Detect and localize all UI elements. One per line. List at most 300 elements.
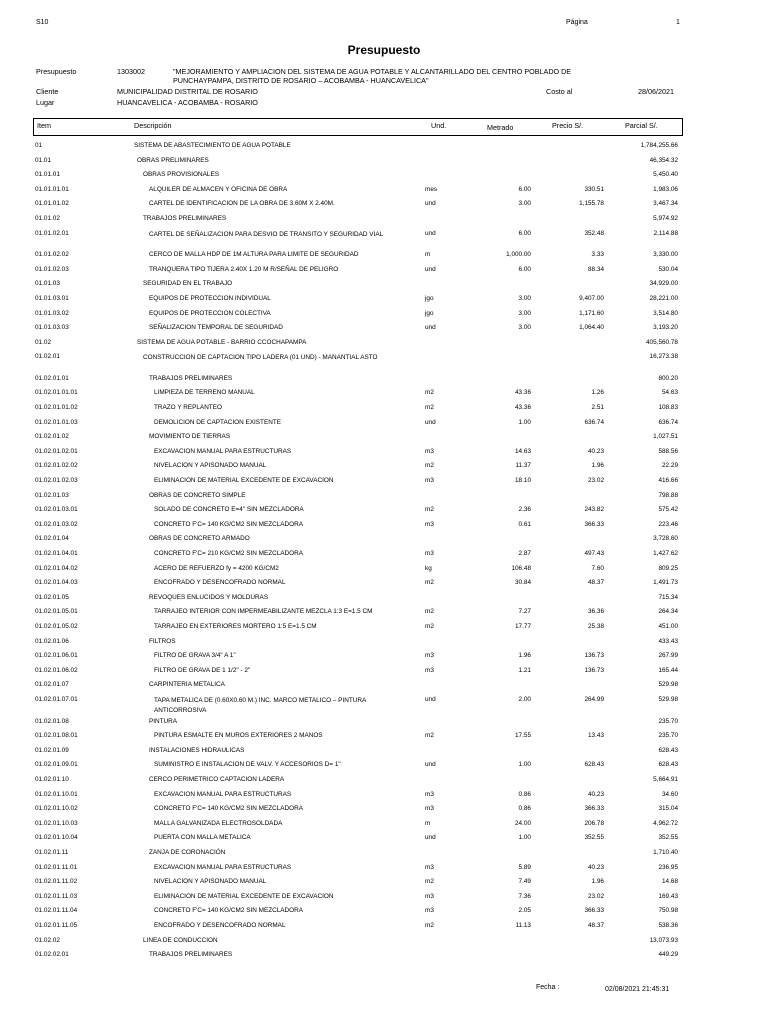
row-item: 01.02.01.07.01: [35, 696, 78, 703]
row-parcial: 3,330.00: [653, 251, 678, 259]
row-item: 01.02.01.05: [35, 593, 69, 601]
row-description: OBRAS DE CONCRETO ARMADO: [149, 535, 250, 543]
row-unit: m3: [425, 477, 434, 484]
row-item: 01.02.01.11.03: [35, 892, 78, 900]
row-item: 01.02.01.11.01: [35, 863, 78, 871]
row-metrado: 2.00: [518, 696, 531, 703]
row-item: 01.01.03: [35, 280, 60, 288]
row-description: TARRAJEO EN EXTERIORES MORTERO 1:5 E=1.5 CM: [154, 623, 317, 630]
row-description: CARTEL DE SEÑALIZACION PARA DESVIO DE TRANSITO Y SEGURIDAD VIAL: [149, 230, 384, 238]
row-precio: 352.55: [584, 834, 604, 842]
col-precio: Precio S/.: [552, 121, 584, 130]
row-metrado: 11.37: [515, 462, 531, 470]
row-parcial: 1,427.62: [653, 550, 678, 557]
row-parcial: 1,710.40: [653, 848, 678, 856]
row-description: ZANJA DE CORONACIÓN: [149, 848, 226, 856]
row-item: 01.02.02.01: [35, 951, 69, 959]
row-unit: m3: [425, 907, 434, 915]
row-metrado: 3.00: [518, 200, 531, 208]
row-description: ENCOFRADO Y DESENCOFRADO NORMAL: [154, 921, 286, 929]
row-parcial: 433.43: [658, 637, 678, 645]
row-metrado: 18.10: [515, 477, 531, 484]
row-unit: m2: [425, 878, 434, 886]
row-precio: 40.23: [588, 790, 604, 798]
row-parcial: 352.55: [658, 834, 678, 842]
row-precio: 48.37: [588, 579, 604, 587]
row-item: 01.01.02: [35, 215, 60, 222]
row-item: 01.01.01: [35, 171, 60, 179]
row-description: NIVELACION Y APISONADO MANUAL: [154, 462, 267, 470]
row-parcial: 13,073.93: [649, 936, 678, 944]
row-description: FILTRO DE GRAVA DE 1 1/2" - 2": [154, 666, 251, 674]
table-row: [0, 295, 768, 305]
row-metrado: 1.21: [518, 666, 531, 674]
table-row: [0, 339, 768, 349]
row-precio: 136.73: [584, 652, 604, 660]
row-unit: m3: [425, 520, 434, 528]
presupuesto-code: 1303002: [117, 67, 145, 76]
table-row: [0, 171, 768, 181]
table-row: [0, 492, 768, 502]
col-parcial: Parcial S/.: [625, 121, 658, 130]
row-parcial: 809.25: [658, 564, 678, 572]
row-parcial: 267.99: [658, 652, 678, 660]
row-precio: 3.33: [591, 251, 604, 259]
row-metrado: 14.63: [515, 447, 531, 455]
row-unit: m: [425, 251, 431, 259]
row-parcial: 800.20: [658, 374, 678, 382]
table-row: [0, 922, 768, 932]
row-precio: 40.23: [588, 863, 604, 871]
table-row: [0, 477, 768, 487]
row-precio: 1.96: [591, 878, 604, 886]
table-row: [0, 251, 768, 261]
row-description: CARTEL DE IDENTIFICACION DE LA OBRA DE 3.60M X 2.40M.: [149, 200, 335, 208]
row-parcial: 5,450.40: [653, 171, 678, 179]
row-item: 01.02.01.11: [35, 848, 69, 856]
row-parcial: 3,514.80: [653, 309, 678, 317]
row-description: TRANQUERA TIPO TIJERA 2.40X 1.20 M R/SEÑAL DE PELIGRO: [149, 265, 339, 273]
row-metrado: 1,000.00: [506, 251, 531, 259]
row-metrado: 106.48: [511, 564, 531, 572]
presupuesto-desc-line2: PUNCHAYPAMPA, DISTRITO DE ROSARIO – ACOBAMBA - HUANCAVELICA": [173, 76, 429, 85]
row-description: EXCAVACION MANUAL PARA ESTRUCTURAS: [154, 863, 292, 871]
row-description: ALQUILER DE ALMACEN Y OFICINA DE OBRA: [149, 185, 288, 193]
row-precio: 36.36: [588, 608, 604, 616]
row-parcial: 798.88: [658, 491, 678, 499]
row-precio: 1,064.40: [579, 324, 604, 332]
row-unit: und: [425, 696, 436, 703]
row-parcial: 315.04: [658, 805, 678, 813]
row-description: PUERTA CON MALLA METALICA: [154, 834, 251, 842]
table-row: [0, 652, 768, 662]
row-metrado: 7.27: [518, 608, 531, 616]
table-row: [0, 732, 768, 742]
row-precio: 25.38: [588, 623, 604, 630]
row-parcial: 2,114.88: [653, 229, 678, 237]
costo-label: Costo al: [546, 87, 573, 96]
row-parcial: 54.63: [662, 389, 678, 397]
row-unit: m3: [425, 550, 434, 557]
row-parcial: 169.43: [658, 892, 678, 900]
row-item: 01.02.01.08: [35, 717, 69, 725]
row-description: OBRAS PROVISIONALES: [143, 171, 220, 179]
table-row: [0, 849, 768, 859]
row-item: 01.02.01.01.02: [35, 404, 78, 411]
row-precio: 9,407.00: [579, 294, 604, 302]
row-parcial: 628.43: [658, 746, 678, 754]
row-unit: kg: [425, 564, 432, 572]
table-row: [0, 200, 768, 210]
row-parcial: 4,962.72: [653, 819, 678, 827]
row-unit: m2: [425, 506, 434, 514]
row-description: TAPA METALICA DE (0.60X0.60 M.) INC. MARCO METALICO – PINTURA ANTICORROSIVA: [154, 697, 366, 714]
table-row: [0, 310, 768, 320]
row-item: 01.01.03.01: [35, 294, 69, 302]
row-description: CERCO DE MALLA HDP DE 1M ALTURA PARA LIMITE DE SEGURIDAD: [149, 251, 359, 259]
table-row: [0, 878, 768, 888]
row-precio: 1.96: [591, 462, 604, 470]
row-metrado: 3.00: [518, 309, 531, 317]
row-description: EXCAVACION MANUAL PARA ESTRUCTURAS: [154, 790, 292, 798]
row-parcial: 575.42: [658, 506, 678, 514]
row-item: 01.01.03.02: [35, 309, 69, 317]
row-metrado: 11.13: [515, 921, 531, 929]
row-item: 01.02.01: [35, 353, 60, 361]
row-parcial: 1,491.73: [653, 579, 678, 587]
row-parcial: 538.36: [658, 921, 678, 929]
table-row: [0, 805, 768, 815]
row-parcial: 14.68: [662, 878, 678, 886]
row-item: 01.02.01.09: [35, 746, 69, 754]
presupuesto-label: Presupuesto: [36, 67, 77, 76]
table-row: [0, 907, 768, 917]
row-precio: 264.99: [584, 696, 604, 703]
row-description: CONCRETO F'C= 210 KG/CM2 SIN MEZCLADORA: [154, 550, 304, 557]
table-row: [0, 353, 768, 363]
row-unit: m2: [425, 389, 434, 397]
row-unit: m3: [425, 805, 434, 813]
row-unit: und: [425, 834, 436, 842]
table-row: [0, 937, 768, 947]
row-item: 01.02.01.10.04: [35, 834, 78, 842]
row-description: CARPINTERIA METALICA: [149, 681, 225, 689]
table-row: [0, 791, 768, 801]
row-parcial: 235.70: [658, 732, 678, 740]
cliente-label: Cliente: [36, 87, 59, 96]
row-unit: m2: [425, 608, 434, 616]
table-row: [0, 389, 768, 399]
table-row: [0, 142, 768, 152]
row-item: 01.01.01.02: [35, 200, 69, 208]
table-row: [0, 550, 768, 560]
row-metrado: 17.55: [515, 732, 531, 740]
col-und: Und.: [431, 121, 447, 130]
row-unit: m3: [425, 666, 434, 674]
row-description: PINTURA ESMALTE EN MUROS EXTERIORES 2 MANOS: [154, 732, 323, 740]
table-row: [0, 820, 768, 830]
row-precio: 23.02: [588, 477, 604, 484]
row-unit: m2: [425, 462, 434, 470]
row-metrado: 2.36: [518, 506, 531, 514]
row-description: CERCO PERIMETRICO CAPTACION LADERA: [149, 775, 285, 783]
table-row: [0, 747, 768, 757]
row-parcial: 628.43: [658, 761, 678, 769]
table-row: [0, 324, 768, 334]
software-label: S10: [36, 19, 49, 26]
row-item: 01.02.01.04.02: [35, 564, 78, 572]
costo-date: 28/06/2021: [638, 87, 674, 96]
row-description: EXCAVACION MANUAL PARA ESTRUCTURAS: [154, 447, 292, 455]
row-unit: m: [425, 819, 431, 827]
row-parcial: 3,193.20: [653, 324, 678, 332]
row-item: 01.02.01.04: [35, 535, 69, 543]
row-precio: 40.23: [588, 447, 604, 455]
table-row: [0, 215, 768, 225]
row-metrado: 1.00: [518, 418, 531, 426]
row-parcial: 416.66: [658, 477, 678, 484]
table-row: [0, 608, 768, 618]
row-item: 01.02.01.01: [35, 374, 69, 382]
fecha-label: Fecha :: [536, 984, 560, 991]
row-item: 01.02.01.10.03: [35, 819, 78, 827]
row-parcial: 636.74: [658, 418, 678, 426]
page-label: Página: [566, 19, 588, 26]
row-metrado: 2.05: [518, 907, 531, 915]
row-description: MOVIMIENTO DE TIERRAS: [149, 433, 231, 441]
fecha-value: 02/08/2021 21:45:31: [605, 986, 670, 993]
table-row: [0, 893, 768, 903]
row-item: 01.02.01.03.01: [35, 506, 78, 514]
row-parcial: 108.83: [658, 404, 678, 411]
row-description: ELIMINACION DE MATERIAL EXCEDENTE DE EXCAVACION: [154, 892, 334, 900]
row-parcial: 34,929.00: [649, 280, 678, 288]
row-item: 01.02.01.07: [35, 681, 69, 689]
row-item: 01.01.02.03: [35, 265, 69, 273]
row-metrado: 7.36: [518, 892, 531, 900]
table-row: [0, 681, 768, 691]
row-description: CONCRETO F'C= 140 KG/CM2 SIN MEZCLADORA: [154, 805, 304, 813]
row-unit: mes: [425, 185, 438, 193]
row-description: INSTALACIONES HIDRAULICAS: [149, 746, 245, 754]
row-parcial: 46,354.32: [649, 156, 678, 164]
row-unit: m2: [425, 921, 434, 929]
col-descripcion: Descripción: [134, 121, 172, 130]
row-parcial: 28,221.00: [649, 294, 678, 302]
row-unit: m3: [425, 863, 434, 871]
row-item: 01: [35, 142, 43, 149]
row-description: TRABAJOS PRELIMINARES: [149, 374, 233, 382]
row-item: 01.01.02.01: [35, 229, 69, 237]
row-metrado: 2.87: [518, 550, 531, 557]
lugar-value: HUANCAVELICA - ACOBAMBA - ROSARIO: [117, 98, 258, 107]
row-precio: 7.60: [591, 564, 604, 572]
row-precio: 1,155.78: [579, 200, 604, 208]
table-row: [0, 448, 768, 458]
row-item: 01.02.01.11.05: [35, 921, 78, 929]
row-precio: 366.33: [584, 805, 604, 813]
row-parcial: 236.95: [658, 863, 678, 871]
row-description: SISTEMA DE ABASTECIMIENTO DE AGUA POTABLE: [134, 142, 291, 149]
table-row: [0, 375, 768, 385]
row-metrado: 0.86: [518, 790, 531, 798]
table-row: [0, 157, 768, 167]
row-item: 01.02.01.10.02: [35, 805, 78, 813]
row-precio: 366.33: [584, 907, 604, 915]
row-precio: 1,171.60: [579, 309, 604, 317]
row-item: 01.02.01.02.01: [35, 447, 78, 455]
table-row: [0, 565, 768, 575]
row-precio: 23.02: [588, 892, 604, 900]
row-item: 01.02.01.10: [35, 775, 69, 783]
row-precio: 136.73: [584, 666, 604, 674]
row-precio: 636.74: [584, 418, 604, 426]
row-item: 01.02.01.01.03: [35, 418, 78, 426]
row-metrado: 3.00: [518, 324, 531, 332]
row-parcial: 529.98: [658, 681, 678, 689]
row-precio: 48.37: [588, 921, 604, 929]
row-description: SOLADO DE CONCRETO E=4" SIN MEZCLADORA: [154, 506, 304, 514]
row-description: OBRAS DE CONCRETO SIMPLE: [149, 491, 246, 499]
row-parcial: 715.34: [658, 593, 678, 601]
row-description: ELIMINACION DE MATERIAL EXCEDENTE DE EXCAVACION: [154, 477, 334, 484]
row-metrado: 24.00: [515, 819, 531, 827]
row-parcial: 1,983.06: [653, 185, 678, 193]
row-unit: m3: [425, 447, 434, 455]
row-item: 01.02.01.11.04: [35, 907, 78, 915]
row-description: NIVELACION Y APISONADO MANUAL: [154, 878, 267, 886]
row-unit: m2: [425, 732, 434, 740]
row-item: 01.02.01.03.02: [35, 520, 78, 528]
row-parcial: 223.46: [658, 520, 678, 528]
row-parcial: 530.04: [658, 265, 678, 273]
table-row: [0, 506, 768, 516]
row-metrado: 1.00: [518, 834, 531, 842]
row-description: ENCOFRADO Y DESENCOFRADO NORMAL: [154, 579, 286, 587]
row-item: 01.02.01.05.01: [35, 608, 78, 616]
row-metrado: 1.00: [518, 761, 531, 769]
column-header-box: [33, 118, 683, 136]
col-item: Item: [37, 121, 51, 130]
row-parcial: 34.60: [662, 790, 678, 798]
row-parcial: 5,664.91: [653, 775, 678, 783]
row-unit: und: [425, 324, 436, 332]
row-item: 01.02.01.06.01: [35, 652, 78, 660]
row-description: ACERO DE REFUERZO fy = 4200 KG/CM2: [154, 564, 279, 572]
row-metrado: 7.49: [518, 878, 531, 886]
row-parcial: 5,974.92: [653, 215, 678, 222]
table-row: [0, 667, 768, 677]
row-precio: 88.34: [588, 265, 604, 273]
table-row: [0, 696, 768, 714]
row-unit: m3: [425, 892, 434, 900]
table-row: [0, 433, 768, 443]
row-description: CONSTRUCCION DE CAPTACION TIPO LADERA (01 UND) - MANANTIAL ASTO: [143, 354, 378, 362]
row-description: EQUIPOS DE PROTECCION COLECTIVA: [149, 309, 271, 317]
row-item: 01.02.02: [35, 936, 60, 944]
table-row: [0, 638, 768, 648]
table-row: [0, 462, 768, 472]
row-parcial: 235.70: [658, 717, 678, 725]
row-description: SUMINISTRO E INSTALACION DE VALV. Y ACCESORIOS D= 1": [154, 761, 341, 769]
row-description: TRAZO Y REPLANTEO: [154, 404, 222, 411]
row-description: DEMOLICION DE CAPTACION EXISTENTE: [154, 418, 282, 426]
row-unit: und: [425, 265, 436, 273]
table-row: [0, 623, 768, 633]
row-description: MALLA GALVANIZADA ELECTROSOLDADA: [154, 819, 283, 827]
table-row: [0, 266, 768, 276]
row-unit: m2: [425, 623, 434, 630]
row-unit: m2: [425, 404, 434, 411]
row-description: SISTEMA DE AGUA POTABLE - BARRIO CCOCHAPAMPA: [137, 338, 307, 346]
row-unit: m3: [425, 652, 434, 660]
row-parcial: 529.98: [658, 696, 678, 703]
row-description: SEGURIDAD EN EL TRABAJO: [143, 280, 233, 288]
row-metrado: 43.36: [515, 404, 531, 411]
row-unit: und: [425, 761, 436, 769]
row-precio: 330.51: [584, 185, 604, 193]
row-precio: 366.33: [584, 520, 604, 528]
table-row: [0, 761, 768, 771]
page-title: Presupuesto: [347, 43, 421, 57]
table-row: [0, 186, 768, 196]
table-row: [0, 419, 768, 429]
row-description: TARRAJEO INTERIOR CON IMPERMEABILIZANTE MEZCLA 1:3 E=1.5 CM: [154, 608, 373, 616]
row-item: 01.02.01.02.03: [35, 477, 78, 484]
presupuesto-desc-line1: "MEJORAMIENTO Y AMPLIACION DEL SISTEMA DE AGUA POTABLE Y ALCANTARILLADO DEL CENTRO POBLADO DE: [173, 67, 572, 76]
row-metrado: 6.00: [518, 265, 531, 273]
row-description: TRABAJOS PRELIMINARES: [149, 951, 233, 959]
row-item: 01.01.02.02: [35, 251, 69, 259]
row-parcial: 1,784,255.66: [640, 142, 678, 149]
row-metrado: 30.84: [515, 579, 531, 587]
table-row: [0, 594, 768, 604]
row-unit: und: [425, 229, 436, 237]
row-item: 01.02.01.06: [35, 637, 69, 645]
row-parcial: 22.29: [662, 462, 678, 470]
row-item: 01.02.01.04.01: [35, 550, 78, 557]
row-description: FILTRO DE GRAVA 3/4" A 1": [154, 652, 236, 660]
row-item: 01.02.01.08.01: [35, 732, 78, 740]
row-metrado: 0.61: [518, 520, 531, 528]
table-row: [0, 864, 768, 874]
row-metrado: 3.00: [518, 294, 531, 302]
table-row: [0, 521, 768, 531]
row-metrado: 6.00: [518, 229, 531, 237]
row-description: CONCRETO F'C= 140 KG/CM2 SIN MEZCLADORA: [154, 907, 304, 915]
row-unit: m2: [425, 579, 434, 587]
row-precio: 2.51: [591, 404, 604, 411]
row-parcial: 1,027.51: [653, 433, 678, 441]
row-parcial: 750.98: [658, 907, 678, 915]
row-description: PINTURA: [149, 717, 178, 725]
page-number: 1: [676, 19, 680, 26]
row-description: LINEA DE CONDUCCION: [143, 936, 218, 944]
row-unit: und: [425, 200, 436, 208]
table-row: [0, 776, 768, 786]
row-unit: und: [425, 418, 436, 426]
row-item: 01.02.01.04.03: [35, 579, 78, 587]
row-parcial: 449.29: [658, 951, 678, 959]
table-row: [0, 951, 768, 961]
lugar-label: Lugar: [36, 98, 55, 107]
row-item: 01.01: [35, 156, 51, 164]
table-row: [0, 834, 768, 844]
row-parcial: 451.00: [658, 623, 678, 630]
row-precio: 1.26: [591, 389, 604, 397]
row-precio: 206.78: [584, 819, 604, 827]
row-description: SEÑALIZACION TEMPORAL DE SEGURIDAD: [149, 324, 283, 332]
